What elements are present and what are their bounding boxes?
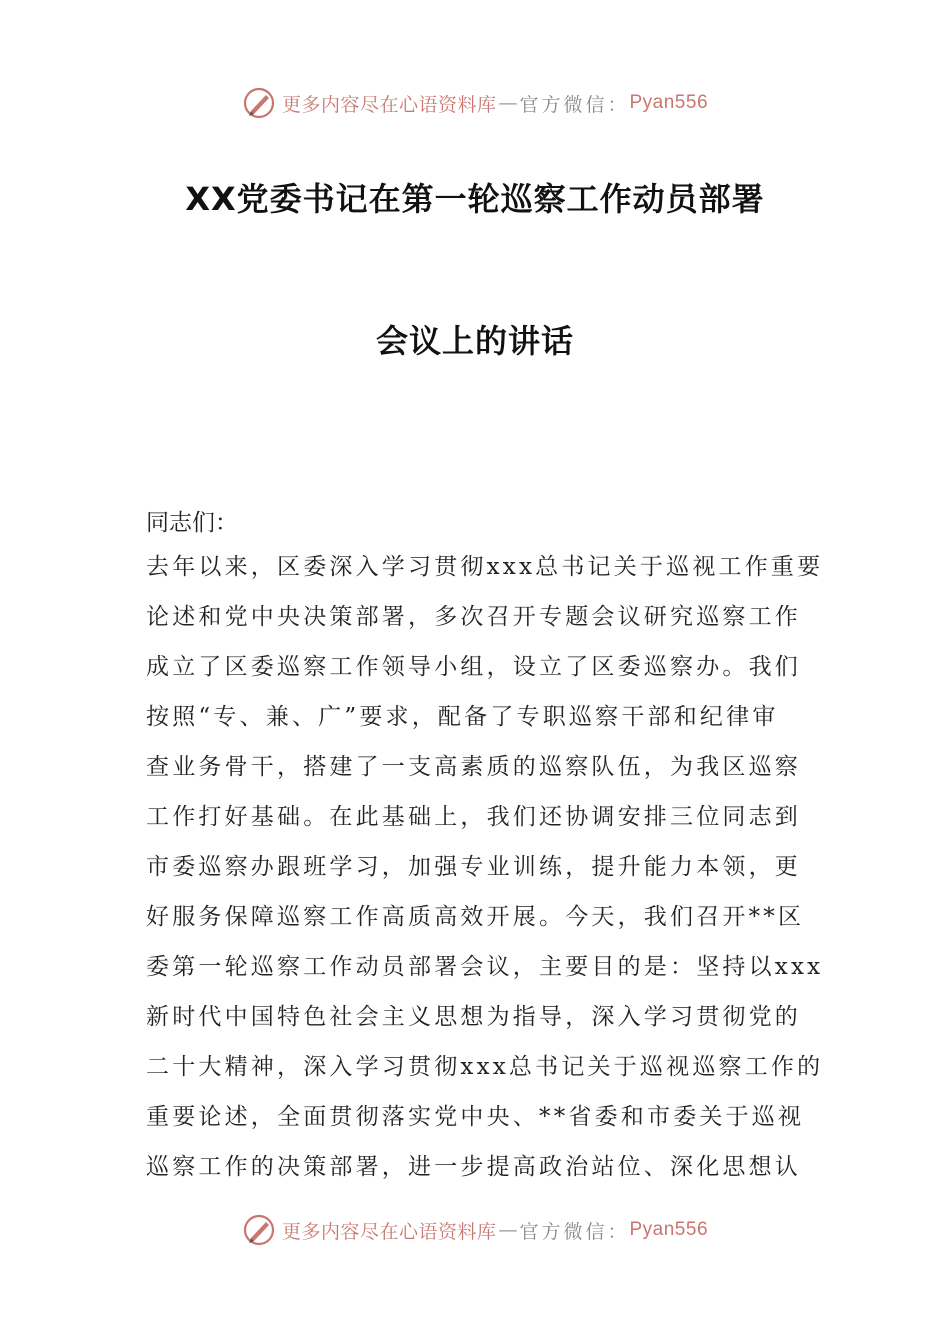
watermark-official: 官方微信： [519, 1220, 630, 1243]
body-line: 成立了区委巡察工作领导小组，设立了区委巡察办。我们 [146, 654, 801, 680]
body-line: 二十大精神，深入学习贯彻xxx总书记关于巡视巡察工作的 [146, 1054, 824, 1080]
body-line: 巡察工作的决策部署，进一步提高政治站位、深化思想认 [146, 1154, 801, 1180]
body-line: 去年以来，区委深入学习贯彻xxx总书记关于巡视工作重要 [146, 554, 824, 580]
body-line: 委第一轮巡察工作动员部署会议，主要目的是：坚持以xxx [146, 954, 824, 980]
body-line: 重要论述，全面贯彻落实党中央、**省委和市委关于巡视 [146, 1104, 805, 1130]
watermark-id: Pyan556 [629, 1219, 709, 1240]
body-line: 工作打好基础。在此基础上，我们还协调安排三位同志到 [146, 804, 801, 830]
document-title-line1: XX党委书记在第一轮巡察工作动员部署 [185, 180, 765, 218]
body-line: 新时代中国特色社会主义思想为指导，深入学习贯彻党的 [146, 1004, 801, 1030]
watermark-dash: — [498, 1219, 518, 1241]
header-watermark [0, 86, 950, 120]
body-line: 好服务保障巡察工作高质高效开展。今天，我们召开**区 [146, 904, 805, 930]
body-paragraph [146, 546, 824, 1196]
body-line: 论述和党中央决策部署，多次召开专题会议研究巡察工作 [146, 604, 801, 630]
pen-logo-icon [242, 86, 276, 120]
watermark-brand: 更多内容尽在心语资料库 [281, 1220, 497, 1243]
greeting: 同志们： [146, 510, 238, 536]
pen-logo-icon [242, 1213, 276, 1247]
body-line: 市委巡察办跟班学习，加强专业训练，提升能力本领，更 [146, 854, 801, 880]
body-line: 查业务骨干，搭建了一支高素质的巡察队伍，为我区巡察 [146, 754, 801, 780]
watermark-dash: — [498, 92, 518, 114]
footer-watermark [0, 1213, 950, 1247]
watermark-brand: 更多内容尽在心语资料库 [281, 93, 497, 116]
watermark-official: 官方微信： [519, 93, 630, 116]
document-title-line2: 会议上的讲话 [375, 322, 574, 360]
watermark-id: Pyan556 [629, 92, 709, 113]
body-line: 按照“专、兼、广”要求，配备了专职巡察干部和纪律审 [146, 704, 779, 730]
